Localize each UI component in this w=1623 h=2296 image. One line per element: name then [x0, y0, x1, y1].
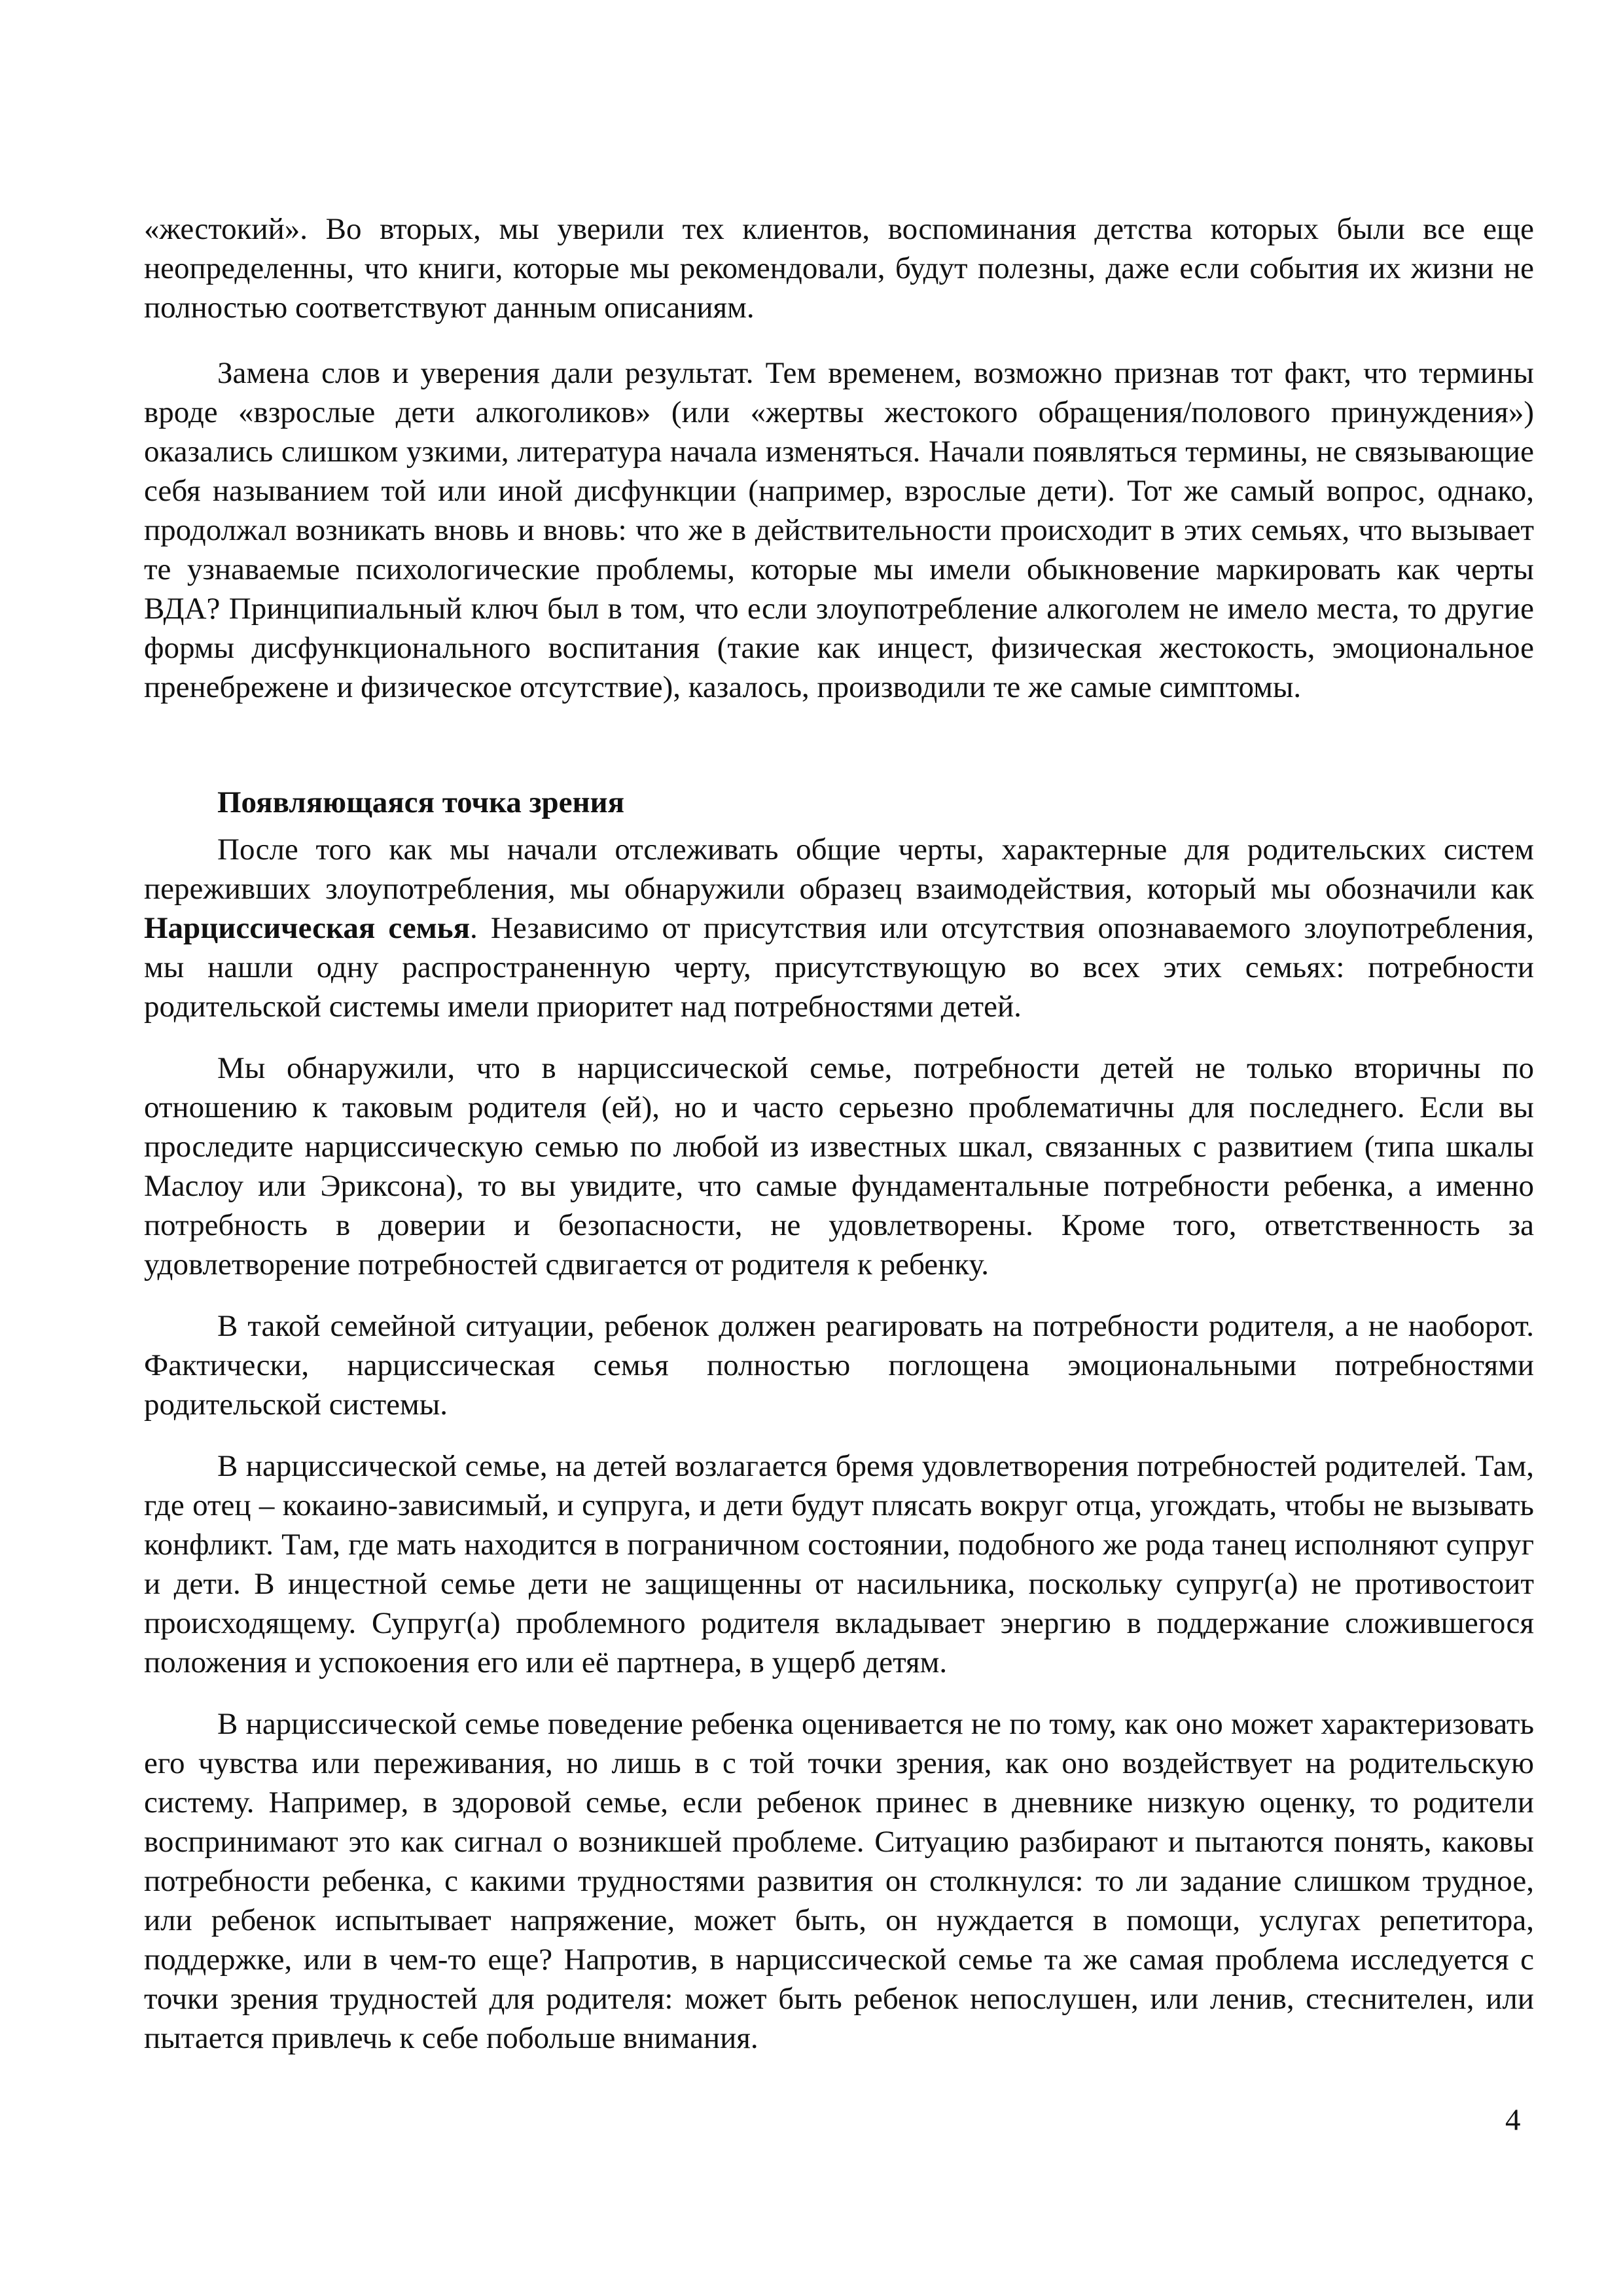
- paragraph-2: Замена слов и уверения дали результат. Тем временем, возможно признав тот факт, что термины вроде «взрослые дети алкоголиков» (или «жертвы жестокого обращения/полового принуждения») оказались слишком узкими, литература начала изменяться. Начали появляться термины, не связывающие себя называнием той или иной дисфункции (например, взрослые дети). Тот же самый вопрос, однако, продолжал возникать вновь и вновь: что же в действительности происходит в этих семьях, что вызывает те узнаваемые психологические проблемы, которые мы имели обыкновение маркировать как черты ВДА? Принципиальный ключ был в том, что если злоупотребление алкоголем не имело места, то другие формы дисфункционального воспитания (такие как инцест, физическая жестокость, эмоциональное пренебрежене и физическое отсутствие), казалось, производили те же самые симптомы.: [144, 356, 1534, 704]
- document-body: [144, 209, 1534, 2080]
- paragraph-4: Мы обнаружили, что в нарциссической семье, потребности детей не только вторичны по отношению к таковым родителя (ей), но и часто серьезно проблематичны для последнего. Если вы проследите нарциссическую семью по любой из известных шкал, связанных с развитием (типа шкалы Маслоу или Эриксона), то вы увидите, что самые фундаментальные потребности ребенка, а именно потребность в доверии и безопасности, не удовлетворены. Кроме того, ответственность за удовлетворение потребностей сдвигается от родителя к ребенку.: [144, 1051, 1534, 1282]
- paragraph-5: В такой семейной ситуации, ребенок должен реагировать на потребности родителя, а не наоборот. Фактически, нарциссическая семья полностью поглощена эмоциональными потребностями родительской системы.: [144, 1309, 1534, 1422]
- section-heading: Появляющаяся точка зрения: [217, 785, 625, 819]
- paragraph-6: В нарциссической семье, на детей возлагается бремя удовлетворения потребностей родителей. Там, где отец – кокаино-зависимый, и супруга, и дети будут плясать вокруг отца, угождать, чтобы не вызывать конфликт. Там, где мать находится в пограничном состоянии, подобного же рода танец исполняют супруг и дети. В инцестной семье дети не защищенны от насильника, поскольку супруг(а) не противостоит происходящему. Супруг(а) проблемного родителя вкладывает энергию в поддержание сложившегося положения и успокоения его или её партнера, в ущерб детям.: [144, 1449, 1534, 1679]
- paragraph-3-bold-term: Нарциссическая семья: [144, 911, 471, 945]
- paragraph-1: «жестокий». Во вторых, мы уверили тех клиентов, воспоминания детства которых были все еще неопределенны, что книги, которые мы рекомендовали, будут полезны, даже если события их жизни не полностью соответствуют данным описаниям.: [144, 212, 1534, 325]
- paragraph-7: В нарциссической семье поведение ребенка оценивается не по тому, как оно может характеризовать его чувства или переживания, но лишь в с той точки зрения, как оно воздействует на родительскую систему. Например, в здоровой семье, если ребенок принес в дневнике низкую оценку, то родители воспринимают это как сигнал о возникшей проблеме. Ситуацию разбирают и пытаются понять, каковы потребности ребенка, с какими трудностями развития он столкнулся: то ли задание слишком трудное, или ребенок испытывает напряжение, может быть, он нуждается в помощи, услугах репетитора, поддержке, или в чем-то еще? Напротив, в нарциссической семье та же самая проблема исследуется с точки зрения трудностей для родителя: может быть ребенок непослушен, или ленив, стеснителен, или пытается привлечь к себе побольше внимания.: [144, 1707, 1534, 2055]
- paragraph-3-text-end: . Независимо от присутствия или отсутствия опознаваемого злоупотребления, мы нашли одну распространенную черту, присутствующую во всех этих семьях: потребности родительской системы имели приоритет над потребностями детей.: [144, 911, 1535, 1024]
- paragraph-3: [144, 830, 1534, 1026]
- page-number: 4: [1505, 2103, 1521, 2137]
- paragraph-3-text-start: После того как мы начали отслеживать общие черты, характерные для родительских систем переживших злоупотребления, мы обнаружили образец взаимодействия, который мы обозначили как: [144, 833, 1534, 906]
